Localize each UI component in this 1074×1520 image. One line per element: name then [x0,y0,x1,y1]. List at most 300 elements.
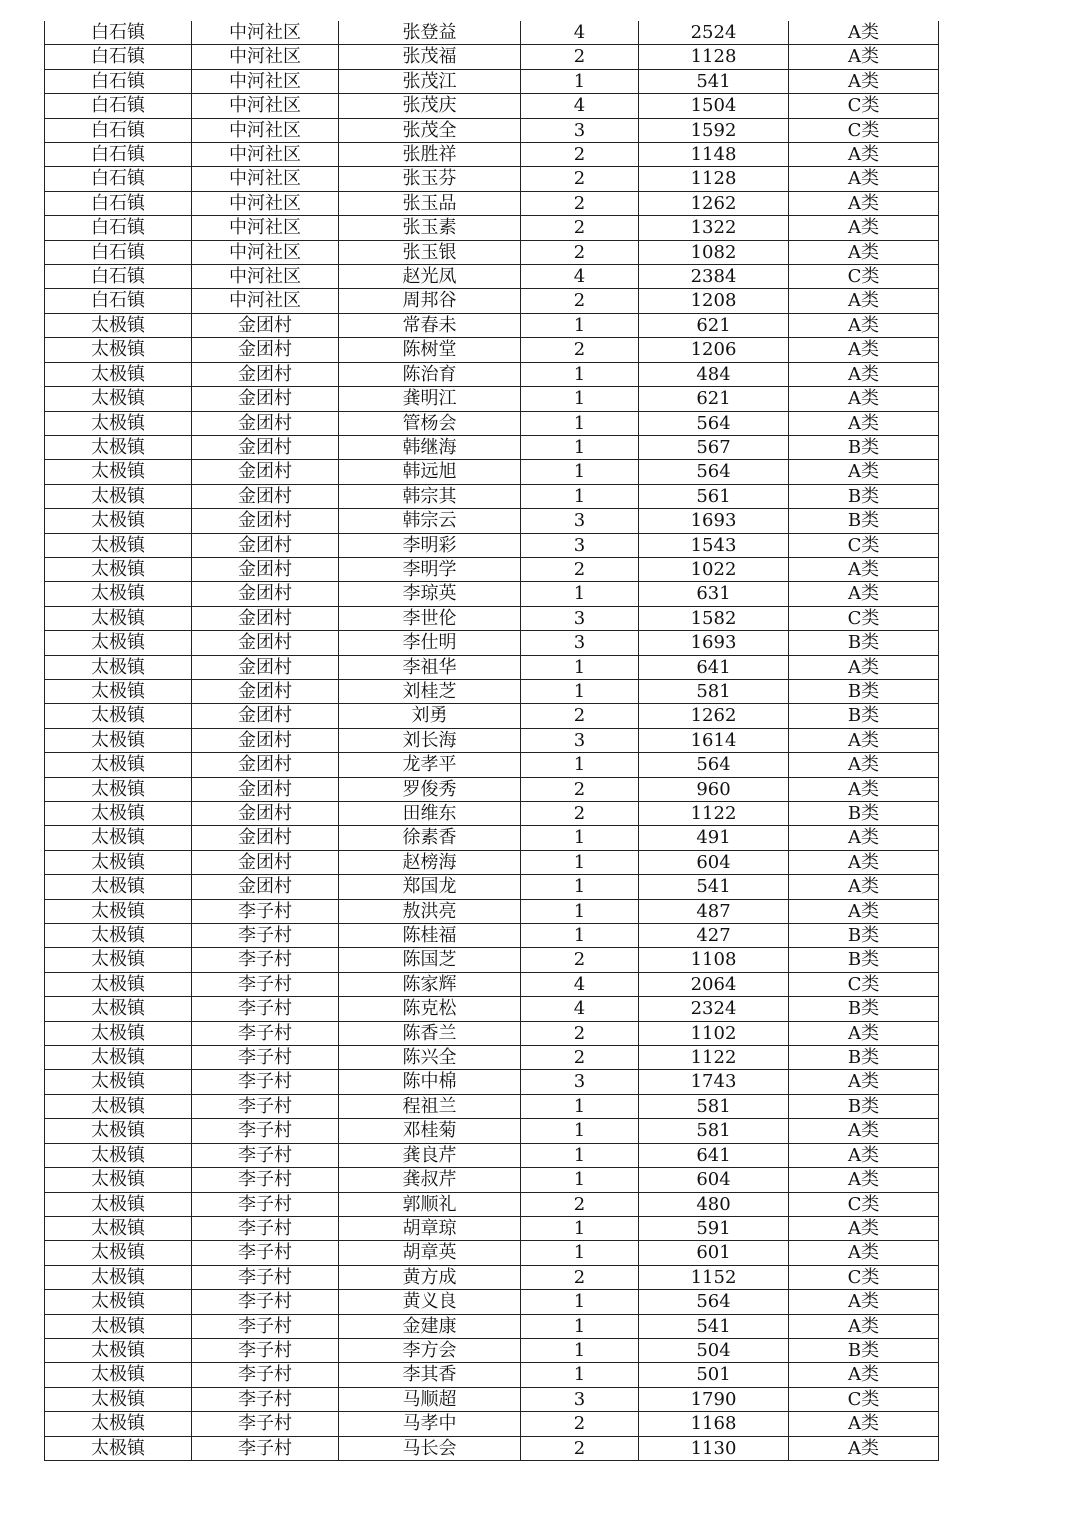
category-cell: A类 [789,1119,939,1143]
name-cell: 马顺超 [339,1387,521,1411]
village-cell: 李子村 [192,1265,339,1289]
category-cell: A类 [789,728,939,752]
village-cell: 李子村 [192,924,339,948]
household-size-cell: 2 [521,777,639,801]
name-cell: 韩宗云 [339,509,521,533]
town-cell: 太极镇 [45,313,192,337]
name-cell: 赵榜海 [339,850,521,874]
town-cell: 太极镇 [45,1290,192,1314]
town-cell: 太极镇 [45,899,192,923]
amount-cell: 2324 [639,997,789,1021]
table-row [45,1241,939,1265]
category-cell: A类 [789,582,939,606]
table-row [45,191,939,215]
category-cell: B类 [789,435,939,459]
table-row [45,167,939,191]
household-size-cell: 1 [521,1363,639,1387]
table-row [45,289,939,313]
village-cell: 金团村 [192,509,339,533]
table-row [45,387,939,411]
village-cell: 金团村 [192,411,339,435]
household-size-cell: 4 [521,265,639,289]
category-cell: A类 [789,1314,939,1338]
category-cell: C类 [789,533,939,557]
village-cell: 李子村 [192,1143,339,1167]
name-cell: 陈国芝 [339,948,521,972]
amount-cell: 541 [639,875,789,899]
village-cell: 金团村 [192,850,339,874]
town-cell: 太极镇 [45,728,192,752]
village-cell: 李子村 [192,1412,339,1436]
amount-cell: 2384 [639,265,789,289]
name-cell: 张登益 [339,21,521,45]
amount-cell: 1152 [639,1265,789,1289]
table-row [45,997,939,1021]
household-size-cell: 1 [521,484,639,508]
household-size-cell: 3 [521,606,639,630]
household-size-cell: 3 [521,1070,639,1094]
name-cell: 张茂庆 [339,94,521,118]
town-cell: 太极镇 [45,1265,192,1289]
village-cell: 中河社区 [192,143,339,167]
table-row [45,94,939,118]
town-cell: 白石镇 [45,167,192,191]
table-row [45,899,939,923]
household-size-cell: 1 [521,1241,639,1265]
table-row [45,265,939,289]
name-cell: 张玉素 [339,216,521,240]
town-cell: 太极镇 [45,704,192,728]
village-cell: 金团村 [192,362,339,386]
household-size-cell: 2 [521,45,639,69]
table-row [45,850,939,874]
village-cell: 李子村 [192,899,339,923]
category-cell: B类 [789,679,939,703]
household-size-cell: 3 [521,533,639,557]
amount-cell: 581 [639,1094,789,1118]
category-cell: A类 [789,777,939,801]
name-cell: 李方会 [339,1338,521,1362]
name-cell: 陈香兰 [339,1021,521,1045]
household-size-cell: 4 [521,997,639,1021]
category-cell: B类 [789,1094,939,1118]
table-row [45,924,939,948]
amount-cell: 1592 [639,118,789,142]
category-cell: A类 [789,655,939,679]
name-cell: 龙孝平 [339,753,521,777]
amount-cell: 641 [639,655,789,679]
village-cell: 李子村 [192,1119,339,1143]
town-cell: 太极镇 [45,557,192,581]
town-cell: 太极镇 [45,1338,192,1362]
table-row [45,1094,939,1118]
table-row [45,69,939,93]
village-cell: 金团村 [192,338,339,362]
name-cell: 金建康 [339,1314,521,1338]
amount-cell: 621 [639,387,789,411]
category-cell: B类 [789,484,939,508]
town-cell: 太极镇 [45,1436,192,1460]
village-cell: 中河社区 [192,94,339,118]
village-cell: 金团村 [192,728,339,752]
household-size-cell: 1 [521,655,639,679]
town-cell: 太极镇 [45,582,192,606]
name-cell: 龚明江 [339,387,521,411]
name-cell: 周邦谷 [339,289,521,313]
village-cell: 中河社区 [192,289,339,313]
name-cell: 刘桂芝 [339,679,521,703]
table-row [45,631,939,655]
name-cell: 常春未 [339,313,521,337]
amount-cell: 1208 [639,289,789,313]
village-cell: 李子村 [192,1021,339,1045]
town-cell: 太极镇 [45,655,192,679]
category-cell: A类 [789,69,939,93]
table-row [45,411,939,435]
name-cell: 张茂福 [339,45,521,69]
amount-cell: 1168 [639,1412,789,1436]
amount-cell: 631 [639,582,789,606]
household-size-cell: 2 [521,802,639,826]
town-cell: 太极镇 [45,924,192,948]
village-cell: 李子村 [192,997,339,1021]
village-cell: 金团村 [192,557,339,581]
village-cell: 李子村 [192,972,339,996]
town-cell: 太极镇 [45,460,192,484]
table-row [45,1387,939,1411]
amount-cell: 484 [639,362,789,386]
table-row [45,704,939,728]
amount-cell: 2064 [639,972,789,996]
category-cell: C类 [789,94,939,118]
village-cell: 金团村 [192,435,339,459]
name-cell: 陈桂福 [339,924,521,948]
household-size-cell: 1 [521,1314,639,1338]
town-cell: 太极镇 [45,1412,192,1436]
town-cell: 太极镇 [45,1216,192,1240]
town-cell: 白石镇 [45,69,192,93]
category-cell: A类 [789,387,939,411]
table-row [45,1338,939,1362]
category-cell: A类 [789,850,939,874]
category-cell: A类 [789,191,939,215]
table-row [45,1216,939,1240]
table-row [45,240,939,264]
village-cell: 金团村 [192,606,339,630]
amount-cell: 1148 [639,143,789,167]
name-cell: 胡章英 [339,1241,521,1265]
village-cell: 李子村 [192,1290,339,1314]
category-cell: A类 [789,1412,939,1436]
amount-cell: 581 [639,679,789,703]
town-cell: 太极镇 [45,753,192,777]
name-cell: 张胜祥 [339,143,521,167]
town-cell: 太极镇 [45,1094,192,1118]
table-row [45,216,939,240]
table-row [45,1436,939,1460]
table-row [45,460,939,484]
table-row [45,1290,939,1314]
category-cell: A类 [789,1363,939,1387]
name-cell: 陈家辉 [339,972,521,996]
table-row [45,1021,939,1045]
town-cell: 白石镇 [45,265,192,289]
amount-cell: 504 [639,1338,789,1362]
town-cell: 太极镇 [45,338,192,362]
amount-cell: 1693 [639,509,789,533]
name-cell: 韩远旭 [339,460,521,484]
household-size-cell: 1 [521,899,639,923]
town-cell: 太极镇 [45,1241,192,1265]
amount-cell: 561 [639,484,789,508]
village-cell: 李子村 [192,1192,339,1216]
household-size-cell: 1 [521,435,639,459]
table-row [45,802,939,826]
town-cell: 白石镇 [45,45,192,69]
amount-cell: 1743 [639,1070,789,1094]
category-cell: B类 [789,1046,939,1070]
name-cell: 黄方成 [339,1265,521,1289]
amount-cell: 960 [639,777,789,801]
table-row [45,557,939,581]
village-cell: 金团村 [192,753,339,777]
amount-cell: 501 [639,1363,789,1387]
village-cell: 李子村 [192,948,339,972]
amount-cell: 541 [639,69,789,93]
household-size-cell: 2 [521,191,639,215]
village-cell: 金团村 [192,387,339,411]
village-cell: 李子村 [192,1436,339,1460]
amount-cell: 1543 [639,533,789,557]
category-cell: A类 [789,143,939,167]
category-cell: A类 [789,753,939,777]
household-size-cell: 3 [521,1387,639,1411]
table-row [45,484,939,508]
amount-cell: 1102 [639,1021,789,1045]
amount-cell: 1322 [639,216,789,240]
household-size-cell: 2 [521,240,639,264]
village-cell: 金团村 [192,655,339,679]
village-cell: 金团村 [192,582,339,606]
table-row [45,1265,939,1289]
household-size-cell: 2 [521,216,639,240]
table-row [45,509,939,533]
category-cell: C类 [789,1192,939,1216]
category-cell: A类 [789,338,939,362]
village-cell: 金团村 [192,777,339,801]
town-cell: 太极镇 [45,1119,192,1143]
category-cell: A类 [789,1168,939,1192]
category-cell: A类 [789,826,939,850]
table-row [45,313,939,337]
town-cell: 太极镇 [45,1192,192,1216]
category-cell: C类 [789,265,939,289]
table-row [45,753,939,777]
amount-cell: 621 [639,313,789,337]
household-size-cell: 1 [521,1168,639,1192]
name-cell: 陈树堂 [339,338,521,362]
category-cell: B类 [789,704,939,728]
town-cell: 白石镇 [45,191,192,215]
town-cell: 太极镇 [45,802,192,826]
village-cell: 李子村 [192,1314,339,1338]
household-size-cell: 2 [521,704,639,728]
village-cell: 金团村 [192,826,339,850]
category-cell: A类 [789,45,939,69]
household-size-cell: 1 [521,69,639,93]
amount-cell: 564 [639,753,789,777]
category-cell: C类 [789,972,939,996]
town-cell: 太极镇 [45,1021,192,1045]
table-row [45,679,939,703]
amount-cell: 1614 [639,728,789,752]
village-cell: 金团村 [192,802,339,826]
household-size-cell: 4 [521,21,639,45]
table-body [45,21,939,1460]
household-size-cell: 1 [521,875,639,899]
table-row [45,338,939,362]
table-row [45,1119,939,1143]
amount-cell: 1206 [639,338,789,362]
household-size-cell: 1 [521,387,639,411]
name-cell: 黄义良 [339,1290,521,1314]
name-cell: 龚叔芹 [339,1168,521,1192]
category-cell: A类 [789,1436,939,1460]
name-cell: 龚良芹 [339,1143,521,1167]
town-cell: 白石镇 [45,289,192,313]
amount-cell: 1122 [639,1046,789,1070]
category-cell: C类 [789,606,939,630]
category-cell: A类 [789,899,939,923]
amount-cell: 541 [639,1314,789,1338]
household-size-cell: 2 [521,948,639,972]
town-cell: 太极镇 [45,1168,192,1192]
household-size-cell: 1 [521,1216,639,1240]
amount-cell: 581 [639,1119,789,1143]
name-cell: 陈中棉 [339,1070,521,1094]
household-size-cell: 4 [521,972,639,996]
table-row [45,533,939,557]
household-size-cell: 2 [521,143,639,167]
table-row [45,728,939,752]
name-cell: 田维东 [339,802,521,826]
village-cell: 李子村 [192,1070,339,1094]
household-size-cell: 1 [521,313,639,337]
town-cell: 太极镇 [45,972,192,996]
category-cell: C类 [789,1387,939,1411]
name-cell: 李明学 [339,557,521,581]
category-cell: A类 [789,167,939,191]
town-cell: 太极镇 [45,411,192,435]
name-cell: 管杨会 [339,411,521,435]
category-cell: A类 [789,362,939,386]
household-size-cell: 3 [521,118,639,142]
town-cell: 太极镇 [45,631,192,655]
table-row [45,826,939,850]
amount-cell: 604 [639,1168,789,1192]
village-cell: 金团村 [192,484,339,508]
amount-cell: 1128 [639,167,789,191]
town-cell: 白石镇 [45,143,192,167]
household-size-cell: 1 [521,1338,639,1362]
village-cell: 李子村 [192,1363,339,1387]
amount-cell: 1262 [639,704,789,728]
amount-cell: 480 [639,1192,789,1216]
amount-cell: 1082 [639,240,789,264]
table-row [45,582,939,606]
name-cell: 李祖华 [339,655,521,679]
amount-cell: 1790 [639,1387,789,1411]
category-cell: A类 [789,289,939,313]
name-cell: 陈治育 [339,362,521,386]
category-cell: A类 [789,1021,939,1045]
amount-cell: 564 [639,1290,789,1314]
household-size-cell: 1 [521,850,639,874]
name-cell: 郑国龙 [339,875,521,899]
name-cell: 张茂全 [339,118,521,142]
name-cell: 陈克松 [339,997,521,1021]
category-cell: A类 [789,1241,939,1265]
table-row [45,362,939,386]
town-cell: 太极镇 [45,606,192,630]
name-cell: 张玉品 [339,191,521,215]
category-cell: A类 [789,557,939,581]
household-size-cell: 2 [521,289,639,313]
name-cell: 李世伦 [339,606,521,630]
village-cell: 李子村 [192,1241,339,1265]
name-cell: 李明彩 [339,533,521,557]
amount-cell: 564 [639,460,789,484]
village-cell: 中河社区 [192,45,339,69]
amount-cell: 591 [639,1216,789,1240]
household-size-cell: 2 [521,1412,639,1436]
category-cell: B类 [789,1338,939,1362]
name-cell: 张玉芬 [339,167,521,191]
name-cell: 刘勇 [339,704,521,728]
household-size-cell: 1 [521,411,639,435]
village-cell: 金团村 [192,313,339,337]
household-size-cell: 1 [521,1290,639,1314]
village-cell: 中河社区 [192,118,339,142]
amount-cell: 1022 [639,557,789,581]
village-cell: 中河社区 [192,265,339,289]
name-cell: 郭顺礼 [339,1192,521,1216]
household-size-cell: 1 [521,460,639,484]
amount-cell: 1122 [639,802,789,826]
category-cell: A类 [789,1290,939,1314]
household-size-cell: 1 [521,362,639,386]
table-row [45,606,939,630]
data-table [44,21,939,1461]
name-cell: 罗俊秀 [339,777,521,801]
table-row [45,143,939,167]
name-cell: 邓桂菊 [339,1119,521,1143]
category-cell: A类 [789,1143,939,1167]
town-cell: 白石镇 [45,118,192,142]
table-row [45,1412,939,1436]
household-size-cell: 3 [521,509,639,533]
town-cell: 白石镇 [45,94,192,118]
village-cell: 中河社区 [192,69,339,93]
household-size-cell: 2 [521,167,639,191]
village-cell: 中河社区 [192,167,339,191]
town-cell: 太极镇 [45,509,192,533]
category-cell: B类 [789,802,939,826]
table-row [45,777,939,801]
table-row [45,1143,939,1167]
category-cell: C类 [789,118,939,142]
household-size-cell: 1 [521,1119,639,1143]
